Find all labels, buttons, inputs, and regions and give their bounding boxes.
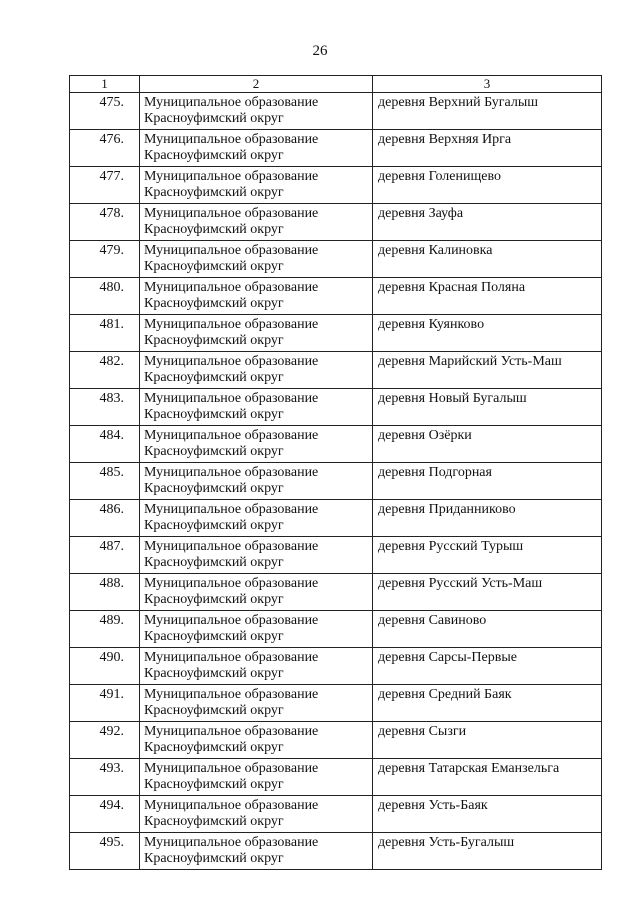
row-number: 479. [70,241,140,278]
settlement-cell: деревня Подгорная [373,463,602,500]
row-number: 490. [70,648,140,685]
table-row [70,759,602,796]
municipality-line: Муниципальное образование [144,502,319,517]
row-number: 477. [70,167,140,204]
municipality-line: Красноуфимский округ [144,296,284,311]
table-row [70,167,602,204]
municipality-line: Муниципальное образование [144,206,319,221]
municipality-line: Красноуфимский округ [144,481,284,496]
municipality-line: Красноуфимский округ [144,148,284,163]
table-row [70,500,602,537]
table-row [70,574,602,611]
municipality-line: Муниципальное образование [144,95,319,110]
row-number: 487. [70,537,140,574]
table-row [70,352,602,389]
municipality-cell [140,759,373,796]
table-row [70,204,602,241]
municipality-line: Муниципальное образование [144,539,319,554]
municipality-line: Муниципальное образование [144,354,319,369]
table-row [70,648,602,685]
settlement-cell: деревня Средний Баяк [373,685,602,722]
municipality-line: Красноуфимский округ [144,370,284,385]
row-number: 493. [70,759,140,796]
settlement-cell: деревня Марийский Усть-Маш [373,352,602,389]
settlement-cell: деревня Красная Поляна [373,278,602,315]
settlement-cell: деревня Озёрки [373,426,602,463]
municipality-cell [140,352,373,389]
settlement-cell: деревня Татарская Еманзельга [373,759,602,796]
municipality-line: Муниципальное образование [144,169,319,184]
municipality-line: Муниципальное образование [144,280,319,295]
row-number: 485. [70,463,140,500]
municipality-line: Муниципальное образование [144,428,319,443]
municipality-line: Красноуфимский округ [144,666,284,681]
municipality-cell [140,389,373,426]
table-row [70,722,602,759]
municipality-cell [140,241,373,278]
municipality-line: Муниципальное образование [144,391,319,406]
settlement-cell: деревня Усть-Бугалыш [373,833,602,870]
row-number: 482. [70,352,140,389]
table-row [70,241,602,278]
table-row [70,278,602,315]
settlement-cell: деревня Приданниково [373,500,602,537]
settlement-cell: деревня Верхняя Ирга [373,130,602,167]
table-row [70,611,602,648]
column-header-3: 3 [373,76,602,93]
municipality-line: Муниципальное образование [144,243,319,258]
row-number: 494. [70,796,140,833]
municipality-line: Красноуфимский округ [144,814,284,829]
settlement-cell: деревня Русский Усть-Маш [373,574,602,611]
row-number: 483. [70,389,140,426]
row-number: 481. [70,315,140,352]
settlement-cell: деревня Савиново [373,611,602,648]
row-number: 486. [70,500,140,537]
municipality-line: Муниципальное образование [144,465,319,480]
row-number: 480. [70,278,140,315]
municipality-line: Муниципальное образование [144,613,319,628]
row-number: 478. [70,204,140,241]
municipality-line: Красноуфимский округ [144,333,284,348]
settlements-table [69,75,602,870]
municipality-line: Красноуфимский округ [144,555,284,570]
municipality-line: Муниципальное образование [144,835,319,850]
municipality-line: Красноуфимский округ [144,222,284,237]
municipality-cell [140,130,373,167]
row-number: 488. [70,574,140,611]
municipality-cell [140,167,373,204]
municipality-line: Муниципальное образование [144,761,319,776]
municipality-line: Красноуфимский округ [144,740,284,755]
municipality-line: Красноуфимский округ [144,629,284,644]
municipality-line: Муниципальное образование [144,317,319,332]
municipality-line: Муниципальное образование [144,798,319,813]
settlement-cell: деревня Сарсы-Первые [373,648,602,685]
municipality-cell [140,833,373,870]
municipality-cell [140,500,373,537]
settlement-cell: деревня Верхний Бугалыш [373,93,602,130]
municipality-line: Красноуфимский округ [144,777,284,792]
municipality-cell [140,611,373,648]
municipality-cell [140,537,373,574]
municipality-line: Красноуфимский округ [144,851,284,866]
municipality-cell [140,796,373,833]
municipality-cell [140,722,373,759]
municipality-line: Муниципальное образование [144,687,319,702]
municipality-cell [140,685,373,722]
table-row [70,463,602,500]
municipality-line: Красноуфимский округ [144,518,284,533]
table-header-row [70,76,602,93]
municipality-line: Красноуфимский округ [144,259,284,274]
settlement-cell: деревня Зауфа [373,204,602,241]
municipality-cell [140,204,373,241]
table-body [70,93,602,870]
table-row [70,537,602,574]
table-row [70,130,602,167]
row-number: 495. [70,833,140,870]
table-row [70,796,602,833]
municipality-line: Красноуфимский округ [144,111,284,126]
municipality-line: Красноуфимский округ [144,407,284,422]
municipality-line: Красноуфимский округ [144,703,284,718]
table-row [70,389,602,426]
settlement-cell: деревня Усть-Баяк [373,796,602,833]
table-row [70,315,602,352]
table-row [70,426,602,463]
municipality-cell [140,426,373,463]
municipality-line: Муниципальное образование [144,576,319,591]
row-number: 492. [70,722,140,759]
page-number: 26 [312,43,328,59]
municipality-cell [140,574,373,611]
settlement-cell: деревня Голенищево [373,167,602,204]
municipality-line: Красноуфимский округ [144,185,284,200]
row-number: 475. [70,93,140,130]
row-number: 489. [70,611,140,648]
municipality-line: Муниципальное образование [144,132,319,147]
municipality-line: Муниципальное образование [144,650,319,665]
row-number: 476. [70,130,140,167]
table-row [70,833,602,870]
municipality-line: Красноуфимский округ [144,444,284,459]
table-row [70,93,602,130]
row-number: 491. [70,685,140,722]
settlement-cell: деревня Новый Бугалыш [373,389,602,426]
municipality-cell [140,648,373,685]
settlement-cell: деревня Русский Турыш [373,537,602,574]
row-number: 484. [70,426,140,463]
settlement-cell: деревня Калиновка [373,241,602,278]
column-header-2: 2 [140,76,373,93]
municipality-cell [140,463,373,500]
municipality-line: Красноуфимский округ [144,592,284,607]
municipality-cell [140,315,373,352]
column-header-1: 1 [70,76,140,93]
municipality-cell [140,278,373,315]
municipality-cell [140,93,373,130]
settlement-cell: деревня Сызги [373,722,602,759]
municipality-line: Муниципальное образование [144,724,319,739]
table-row [70,685,602,722]
settlement-cell: деревня Куянково [373,315,602,352]
